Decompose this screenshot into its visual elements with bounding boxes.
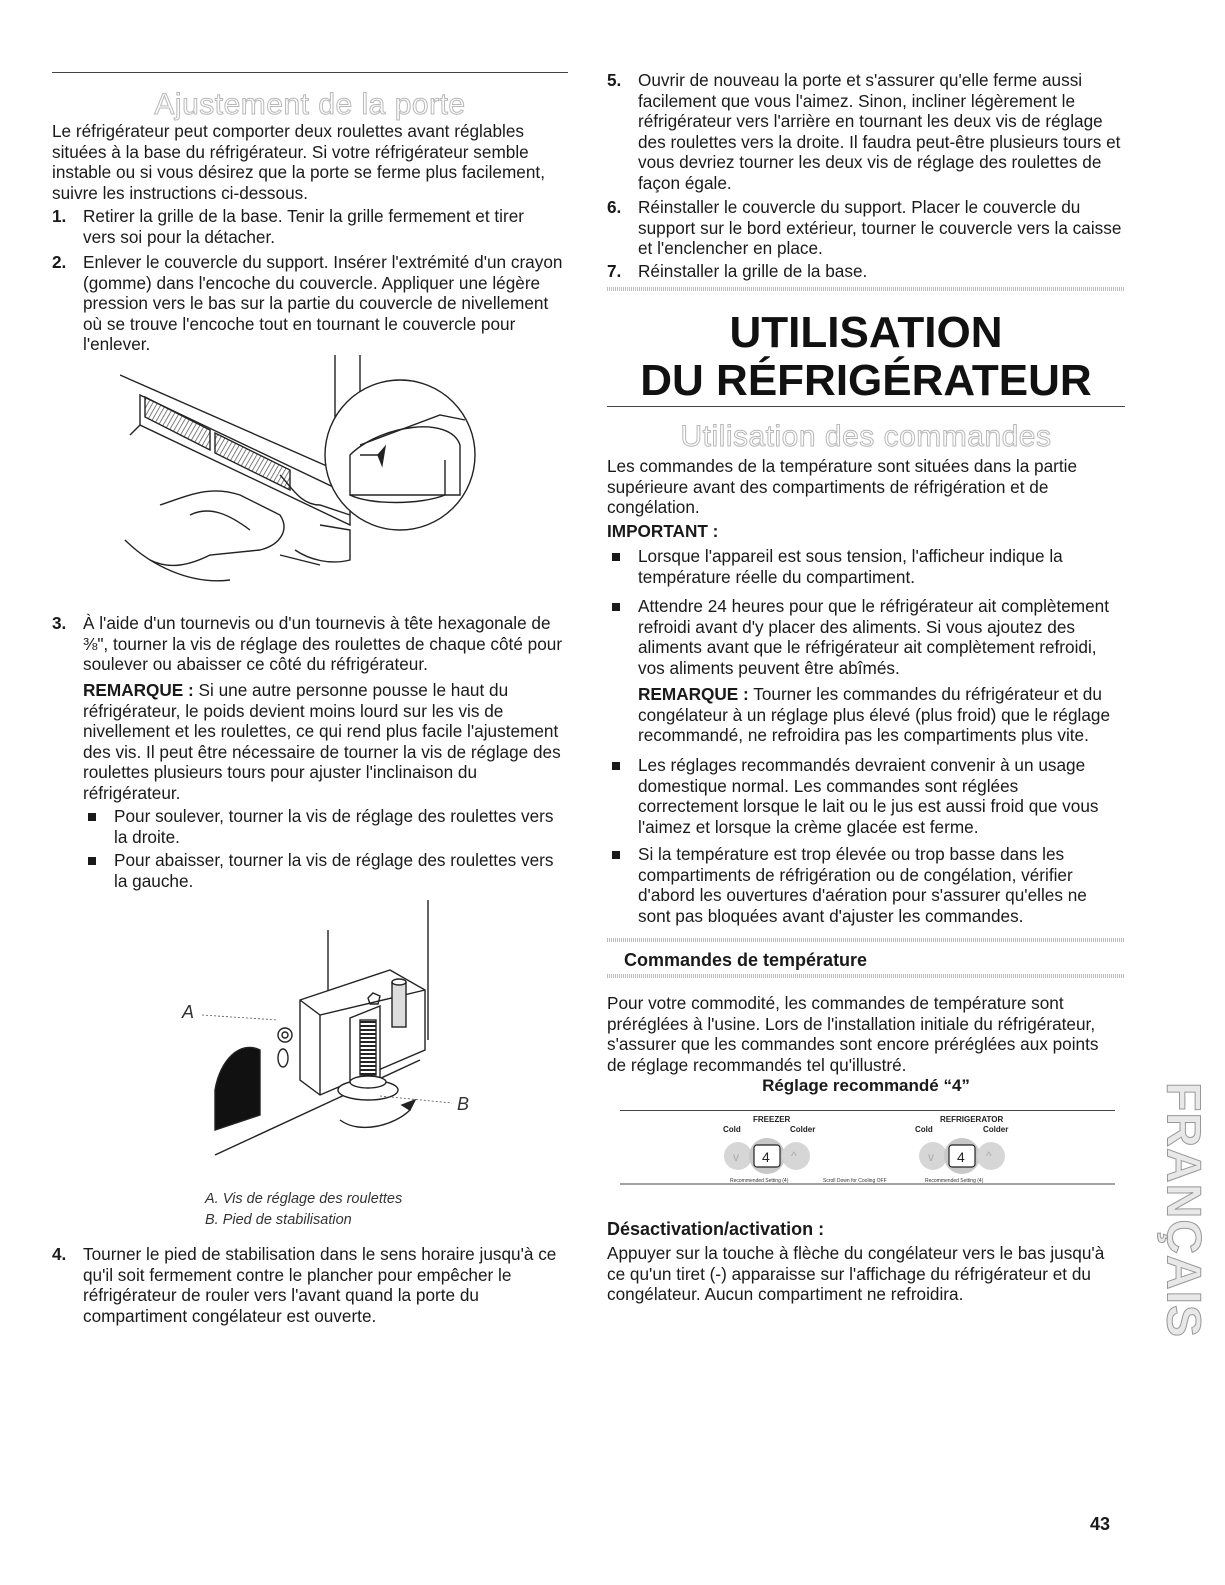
- step-number: 7.: [607, 261, 622, 281]
- divider: [607, 938, 1125, 942]
- bullet-text: Pour abaisser, tourner la vis de réglage des roulettes vers la gauche.: [114, 850, 554, 891]
- control-panel-illustration: [620, 1112, 1115, 1188]
- figure-label-a: A: [182, 1002, 195, 1022]
- panel-top-rule: [620, 1110, 1115, 1111]
- step-text: Ouvrir de nouveau la porte et s'assurer qu'elle ferme aussi facilement que vous l'aimez. Sinon, incliner légèrement le réfrigérateur vers l'arrière en tournant les deux vis de réglage des roulettes vers la droite. Il faudra peut-être plusieurs tours et vous devriez tourner les deux vis de réglage des roulettes de façon égale.: [638, 70, 1121, 193]
- panel-colder-label: Colder: [983, 1125, 1009, 1134]
- step-number: 2.: [52, 252, 67, 272]
- step-number: 5.: [607, 70, 622, 90]
- step-text: Réinstaller le couvercle du support. Placer le couvercle du support sur le bord extérieur, tourner le couvercle vers la caisse et l'enclencher en place.: [638, 197, 1122, 258]
- controls-intro: Les commandes de la température sont situées dans la partie supérieure avant des compartiments de réfrigération et de congélation.: [607, 456, 1078, 517]
- panel-cold-label: Cold: [723, 1125, 741, 1134]
- language-side-tab-label: FRANÇAIS: [1156, 1082, 1210, 1338]
- divider: [607, 974, 1125, 978]
- remarque-paragraph: [638, 684, 1123, 746]
- recommended-setting-label: Recommended Setting (4): [730, 1178, 789, 1184]
- chapter-title-line2: DU RÉFRIGÉRATEUR: [640, 356, 1092, 405]
- illustration-cover-removal: [120, 355, 500, 590]
- step-text: Enlever le couvercle du support. Insérer l'extrémité d'un crayon (gomme) dans l'encoche du couvercle. Appliquer une légère pression vers le bas sur la partie du couvercle de nivellement où se trouve l'encoche tout en tournant le couvercle pour l'enlever.: [83, 252, 563, 354]
- deactivation-title: Désactivation/activation :: [607, 1219, 825, 1239]
- bullet-marker: [612, 603, 620, 611]
- bullet-text: Attendre 24 heures pour que le réfrigérateur ait complètement refroidi avant d'y placer des aliments. Si vous ajoutez des aliments avant que le réfrigérateur ait complètement refroidi, vos aliments peuvent être abîmés.: [638, 596, 1110, 678]
- top-rule-right: [607, 406, 1125, 407]
- remarque-text: Si une autre personne pousse le haut du réfrigérateur, le poids devient moins lourd sur les vis de nivellement et les roulettes, ce qui rend plus facile l'ajustement des vis. Il peut être nécessaire de tourner la vis de réglage des roulettes plusieurs tours pour ajuster l'inclinaison du réfrigérateur.: [83, 680, 561, 803]
- svg-text:v: v: [928, 1150, 934, 1164]
- scroll-down-label: Scroll Down for Cooling OFF: [823, 1178, 887, 1184]
- bullet-marker: [88, 857, 96, 865]
- setting-title: Réglage recommandé “4”: [762, 1076, 970, 1095]
- caption-a: A. Vis de réglage des roulettes: [205, 1191, 403, 1207]
- svg-text:^: ^: [986, 1149, 992, 1163]
- freezer-display-value: 4: [762, 1149, 770, 1165]
- step-text: Retirer la grille de la base. Tenir la grille fermement et tirer vers soi pour la détacher.: [83, 206, 525, 247]
- bullet-marker: [88, 813, 96, 821]
- step-text: À l'aide d'un tournevis ou d'un tournevis à tête hexagonale de ⅜", tourner la vis de réglage des roulettes de chaque côté pour soulever ou abaisser ce côté du réfrigérateur.: [83, 613, 563, 674]
- panel-colder-label: Colder: [790, 1125, 816, 1134]
- step-text: Réinstaller la grille de la base.: [638, 261, 868, 281]
- step-text: Tourner le pied de stabilisation dans le sens horaire jusqu'à ce qu'il soit fermement contre le plancher pour empêcher le réfrigérateur de rouler vers l'avant quand la porte du compartiment congélateur est ouverte.: [83, 1244, 557, 1326]
- recommended-setting-label: Recommended Setting (4): [925, 1178, 984, 1184]
- panel-freezer-label: FREEZER: [753, 1115, 791, 1124]
- top-rule-left: [52, 72, 568, 73]
- svg-text:v: v: [733, 1150, 739, 1164]
- page-number: 43: [1090, 1514, 1111, 1534]
- remarque-label: REMARQUE :: [83, 680, 194, 700]
- bullet-marker: [612, 553, 620, 561]
- svg-text:^: ^: [791, 1149, 797, 1163]
- step-number: 1.: [52, 206, 67, 226]
- illustration-roller-adjust: [180, 900, 490, 1165]
- important-label: IMPORTANT :: [607, 521, 719, 541]
- language-side-tab: [1152, 1080, 1214, 1340]
- remarque-paragraph: [83, 680, 568, 803]
- panel-refrigerator-label: REFRIGERATOR: [940, 1115, 1004, 1124]
- divider: [607, 287, 1125, 291]
- step-number: 4.: [52, 1244, 67, 1264]
- temp-controls-intro: Pour votre commodité, les commandes de température sont préréglées à l'usine. Lors de l'installation initiale du réfrigérateur, s'assurer que les commandes sont encore préréglées aux points de réglage recommandés tel qu'illustré.: [607, 993, 1099, 1075]
- remarque-label: REMARQUE :: [638, 684, 749, 704]
- step-number: 3.: [52, 613, 67, 633]
- bullet-marker: [612, 851, 620, 859]
- intro-paragraph: Le réfrigérateur peut comporter deux roulettes avant réglables situées à la base du réfrigérateur. Si votre réfrigérateur semble instable ou si vous désirez que la porte se ferme plus facilement, suivre les instructions ci-dessous.: [52, 121, 545, 203]
- remarque-text: Tourner les commandes du réfrigérateur et du congélateur à un réglage plus élevé (plus froid) que le réglage recommandé, ne refroidira pas les compartiments plus vite.: [638, 684, 1111, 745]
- bullet-text: Si la température est trop élevée ou trop basse dans les compartiments de réfrigération ou de congélation, vérifier d'abord les ouvertures d'aération pour s'assurer qu'elles ne sont pas bloquées avant d'ajuster les commandes.: [638, 844, 1087, 926]
- step-number: 6.: [607, 197, 622, 217]
- chapter-title-line1: UTILISATION: [729, 308, 1003, 357]
- subsection-title: Commandes de température: [624, 950, 868, 970]
- section-title-door-adjust: Ajustement de la porte: [154, 88, 466, 121]
- section-title-controls: Utilisation des commandes: [680, 420, 1052, 453]
- deactivation-text: Appuyer sur la touche à flèche du congélateur vers le bas jusqu'à ce qu'un tiret (-) apparaisse sur l'affichage du réfrigérateur et du congélateur. Aucun compartiment ne refroidira.: [607, 1243, 1105, 1304]
- figure-label-b: B: [457, 1094, 470, 1114]
- bullet-text: Les réglages recommandés devraient convenir à un usage domestique normal. Les commandes sont réglées correctement lorsque le lait ou le jus est aussi froid que vous l'aimez et lorsque la crème glacée est ferme.: [638, 755, 1099, 837]
- bullet-text: Lorsque l'appareil est sous tension, l'afficheur indique la température réelle du compartiment.: [638, 546, 1063, 587]
- caption-b: B. Pied de stabilisation: [205, 1212, 352, 1228]
- refrigerator-display-value: 4: [957, 1149, 965, 1165]
- panel-cold-label: Cold: [915, 1125, 933, 1134]
- bullet-marker: [612, 762, 620, 770]
- bullet-text: Pour soulever, tourner la vis de réglage des roulettes vers la droite.: [114, 806, 554, 847]
